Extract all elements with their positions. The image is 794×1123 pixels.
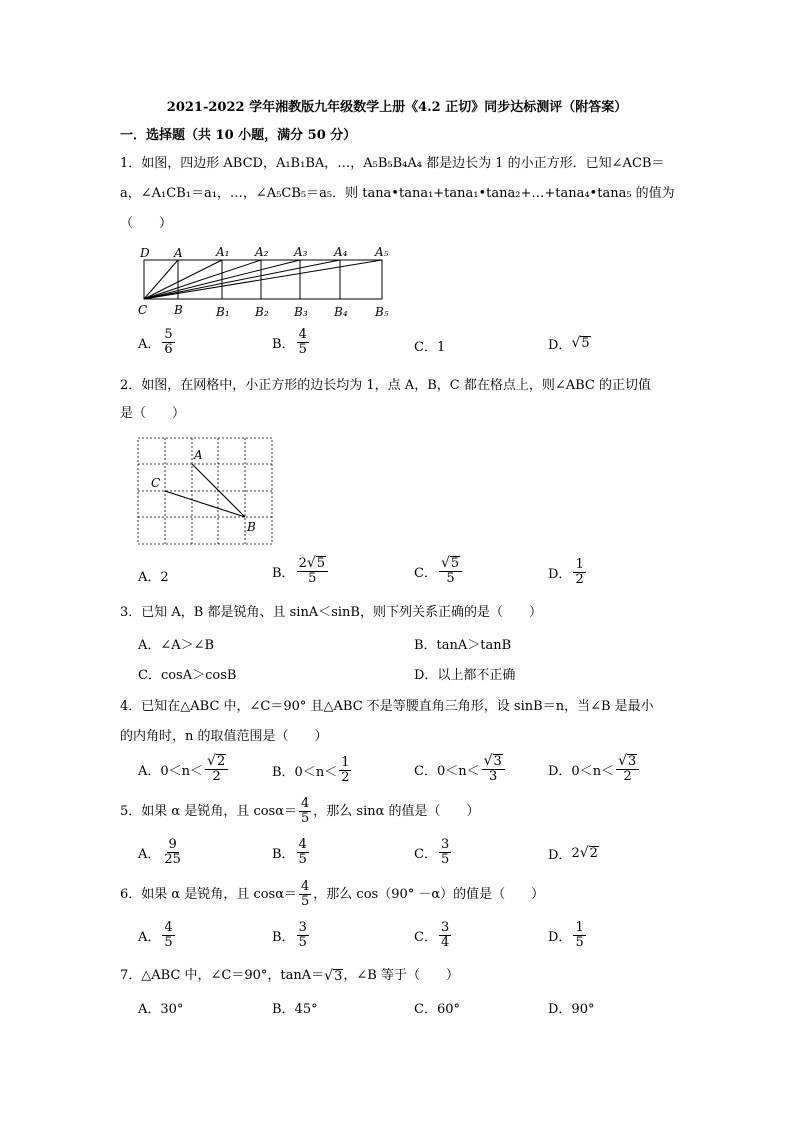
fraction: $\frac{9}{25}$ [164,837,181,867]
q2-figure [136,436,276,548]
q3-option-c[interactable]: C．cosA＞cosB [138,668,237,683]
q5-option-c[interactable]: C． $\frac{3}{5}$ [414,837,450,867]
fraction: $\frac{1}{2}$ [341,755,350,785]
q2-segment-AB [192,464,245,517]
q4-line1: 4．已知在△ABC 中，∠C＝90° 且△ABC 不是等腰直角三角形，设 sinB＝n，当∠B 是最小 [120,699,654,714]
option-label: B．0＜n＜ [272,765,338,780]
q1-label-bottom: B₄ [334,305,348,319]
q7-option-c[interactable]: C．60° [414,1002,460,1017]
fraction: $\frac{4}{5}$ [298,837,307,867]
q2-option-b[interactable] [272,556,330,586]
q7-option-a[interactable]: A．30° [138,1002,184,1017]
fraction: 2 √ 5 5 [297,556,328,586]
sqrt: √ 5 [571,335,590,351]
q6-option-a[interactable]: A． $\frac{4}{5}$ [138,920,173,950]
q1-option-c[interactable]: C．1 [414,340,446,355]
fraction: $\frac{3}{5}$ [440,837,450,867]
q5-option-d[interactable]: D． 2 √ 2 [548,845,598,863]
option-label: B． [272,565,295,581]
fraction: $\frac{3}{4}$ [440,920,450,950]
doc-title: 2021-2022 学年湘教版九年级数学上册《4.2 正切》同步达标测评（附答案） [166,100,628,115]
q1-label-bottom: B₃ [294,305,308,319]
q1-label-top: A₂ [255,245,269,259]
fraction: $\frac{4}{5}$ [164,920,173,950]
option-label: D． [548,567,572,582]
q5-line1: 5．如果 α 是锐角，且 cosα＝ $\frac{4}{5}$ ，那么 sinα 的值是（ ） [120,796,480,826]
q2-option-d[interactable] [548,558,588,587]
q1-option-b[interactable] [272,328,311,357]
q1-label-top: D [140,246,150,260]
q3-option-d[interactable]: D．以上都不正确 [414,668,516,683]
q2-label-a: A [194,448,203,462]
q7-line1: 7．△ABC 中，∠C＝90°，tanA＝ √ 3 ，∠B 等于（ ） [120,967,459,984]
fraction: $\frac{1}{2}$ [575,557,584,587]
q5-option-b[interactable]: B． $\frac{4}{5}$ [272,837,307,867]
fraction: √ 3 2 [616,754,639,784]
q1-label-top: A [174,246,183,260]
option-label: A． [138,337,161,352]
fraction: $\frac{4}{5}$ [301,879,310,909]
q2-label-b: B [247,520,256,534]
q7-option-b[interactable]: B．45° [272,1002,318,1017]
q1-line-CA5 [144,260,382,299]
fraction: $\frac{3}{5}$ [298,920,307,950]
option-label: B． [272,337,295,352]
option-label: C． [414,565,437,581]
q1-option-d[interactable] [548,334,591,353]
fraction: √ 5 5 [439,556,462,586]
q4-option-c[interactable] [414,754,507,784]
section-heading: 一．选择题（共 10 小题，满分 50 分） [120,128,357,143]
sqrt: √ 2 [579,845,598,861]
q5-option-a[interactable]: A． $\frac{9}{25}$ [138,837,181,867]
q1-option-a[interactable] [138,328,177,357]
q4-option-d[interactable] [548,754,641,784]
option-label: D．0＜n＜ [548,763,615,779]
q1-figure [130,244,400,322]
sqrt: √ 3 [324,967,343,984]
q1-label-bottom: C [138,303,148,317]
q6-line1: 6．如果 α 是锐角，且 cosα＝ $\frac{4}{5}$ ，那么 cos（90° －α）的值是（ ） [120,879,545,909]
q3-option-b[interactable]: B．tanA＞tanB [414,638,512,653]
q1-line2: a，∠A₁CB₁＝a₁，…，∠A₅CB₅＝a₅．则 tana•tana₁+tana₁•tana₂+…+tana₄•tana₅ 的值为 [120,186,675,201]
q3-option-a[interactable]: A．∠A＞∠B [138,638,215,653]
q1-label-bottom: B₁ [216,305,230,319]
q1-line1: 1．如图，四边形 ABCD，A₁B₁BA，…，A₅B₅B₄A₄ 都是边长为 1 的小正方形．已知∠ACB＝ [120,156,665,171]
q1-line-CA1 [144,260,222,299]
fraction: √ 3 3 [482,754,505,784]
q2-option-a[interactable]: A．2 [138,570,169,585]
fraction: $\frac{4}{5}$ [301,796,310,826]
q3-line1: 3．已知 A，B 都是锐角、且 sinA＜sinB，则下列关系正确的是（ ） [120,605,542,620]
q2-line2: 是（ ） [120,406,186,421]
q1-label-top: A₃ [294,245,308,259]
q2-label-c: C [151,476,161,490]
fraction: $\frac{5}{6}$ [164,327,173,357]
q1-label-bottom: B [174,303,183,317]
q2-segment-CB [165,491,245,517]
q7-option-d[interactable]: D．90° [548,1002,595,1017]
q1-label-bottom: B₂ [255,305,269,319]
q1-label-top: A₁ [216,245,230,259]
fraction: √ 2 2 [205,754,228,784]
option-label: D． [548,338,572,353]
fraction: $\frac{1}{5}$ [575,920,584,950]
fraction: $\frac{4}{5}$ [298,327,307,357]
q1-label-bottom: B₅ [375,305,389,319]
q4-option-b[interactable] [272,756,353,785]
q6-option-c[interactable]: C． $\frac{3}{4}$ [414,920,450,950]
q4-option-a[interactable] [138,754,230,784]
q2-line1: 2．如图，在网格中，小正方形的边长均为 1，点 A，B，C 都在格点上，则∠ABC 的正切值 [120,378,651,393]
q1-label-top: A₅ [375,245,389,259]
option-label: A．0＜n＜ [138,763,204,779]
q2-option-c[interactable] [414,556,464,586]
option-label: C．0＜n＜ [414,763,480,779]
q1-label-top: A₄ [334,245,348,259]
q6-option-b[interactable]: B． $\frac{3}{5}$ [272,920,307,950]
q1-line3: （ ） [120,216,173,231]
q6-option-d[interactable]: D． $\frac{1}{5}$ [548,920,584,950]
q4-line2: 的内角时，n 的取值范围是（ ） [120,729,328,744]
